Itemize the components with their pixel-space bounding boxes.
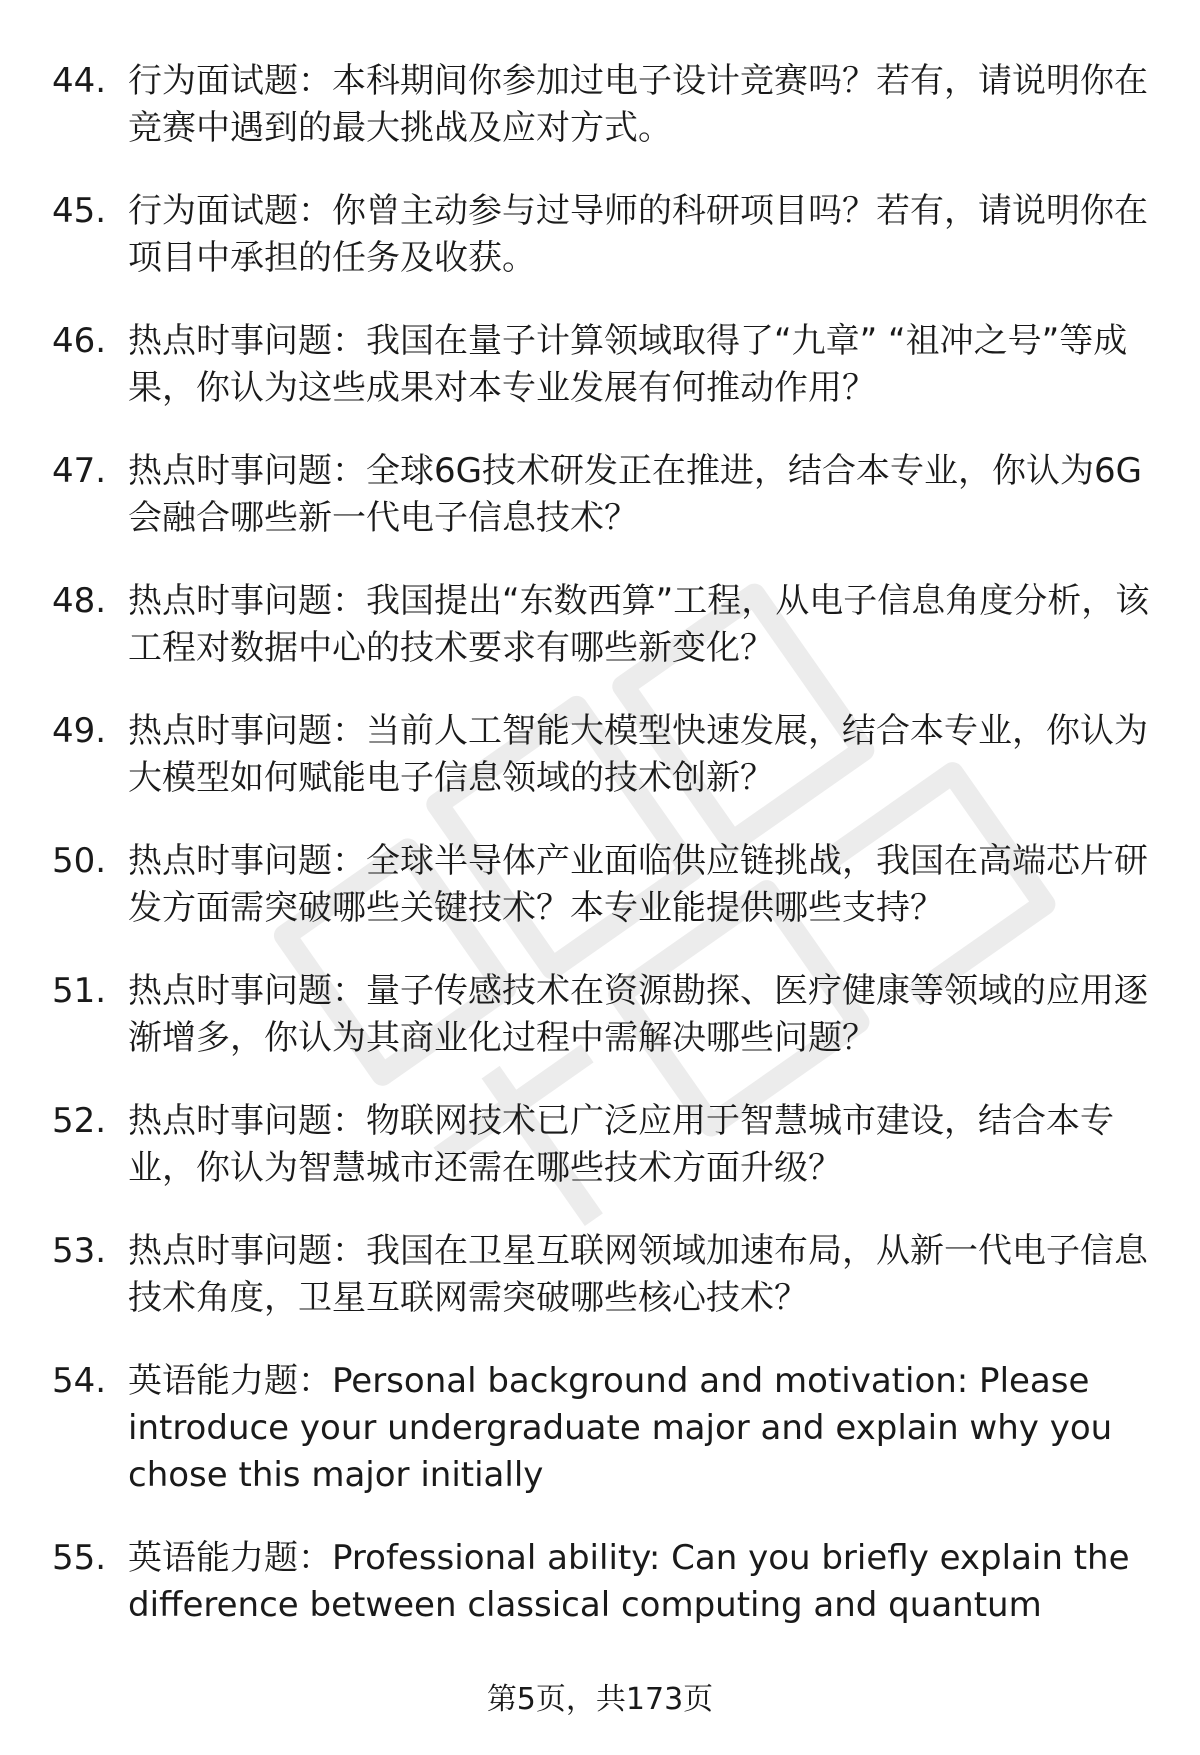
question-number: 46.: [52, 321, 107, 361]
question-list: [52, 58, 1162, 1665]
question-text: 热点时事问题：全球6G技术研发正在推进，结合本专业，你认为6G会融合哪些新一代电子信息技术？: [128, 451, 1142, 538]
question-number: 48.: [52, 581, 107, 621]
question-text: 行为面试题：本科期间你参加过电子设计竞赛吗？若有，请说明你在竞赛中遇到的最大挑战及应对方式。: [128, 61, 1148, 148]
list-item: [52, 578, 1162, 672]
question-text: 热点时事问题：我国提出“东数西算”工程，从电子信息角度分析，该工程对数据中心的技术要求有哪些新变化？: [128, 581, 1150, 668]
question-text: 热点时事问题：全球半导体产业面临供应链挑战，我国在高端芯片研发方面需突破哪些关键技术？本专业能提供哪些支持？: [128, 841, 1148, 928]
list-item: [52, 1358, 1162, 1499]
page-number-footer: 第5页，共173页: [486, 1682, 714, 1717]
list-item: [52, 1535, 1162, 1629]
question-number: 45.: [52, 191, 107, 231]
question-number: 49.: [52, 711, 107, 751]
question-number: 55.: [52, 1538, 107, 1578]
question-text: 行为面试题：你曾主动参与过导师的科研项目吗？若有，请说明你在项目中承担的任务及收获。: [128, 191, 1148, 278]
question-number: 53.: [52, 1231, 107, 1271]
question-number: 52.: [52, 1101, 107, 1141]
question-text: 英语能力题：Personal background and motivation: Please introduce your undergraduate major and explain why you chose this major initially: [128, 1361, 1113, 1495]
question-number: 44.: [52, 61, 107, 101]
question-text: 热点时事问题：我国在卫星互联网领域加速布局，从新一代电子信息技术角度，卫星互联网需突破哪些核心技术？: [128, 1231, 1148, 1318]
question-text: 英语能力题：Professional ability: Can you briefly explain the difference between classical computing and quantum: [128, 1538, 1130, 1625]
question-number: 51.: [52, 971, 107, 1011]
question-number: 50.: [52, 841, 107, 881]
list-item: [52, 1228, 1162, 1322]
question-text: 热点时事问题：我国在量子计算领域取得了“九章” “祖冲之号”等成果，你认为这些成果对本专业发展有何推动作用？: [128, 321, 1128, 408]
list-item: [52, 1098, 1162, 1192]
question-text: 热点时事问题：量子传感技术在资源勘探、医疗健康等领域的应用逐渐增多，你认为其商业化过程中需解决哪些问题？: [128, 971, 1148, 1058]
list-item: [52, 708, 1162, 802]
question-number: 47.: [52, 451, 107, 491]
list-item: [52, 968, 1162, 1062]
list-item: [52, 448, 1162, 542]
list-item: [52, 188, 1162, 282]
question-text: 热点时事问题：当前人工智能大模型快速发展，结合本专业，你认为大模型如何赋能电子信息领域的技术创新？: [128, 711, 1148, 798]
list-item: [52, 838, 1162, 932]
list-item: [52, 318, 1162, 412]
list-item: [52, 58, 1162, 152]
question-text: 热点时事问题：物联网技术已广泛应用于智慧城市建设，结合本专业，你认为智慧城市还需在哪些技术方面升级？: [128, 1101, 1114, 1188]
question-number: 54.: [52, 1361, 107, 1401]
